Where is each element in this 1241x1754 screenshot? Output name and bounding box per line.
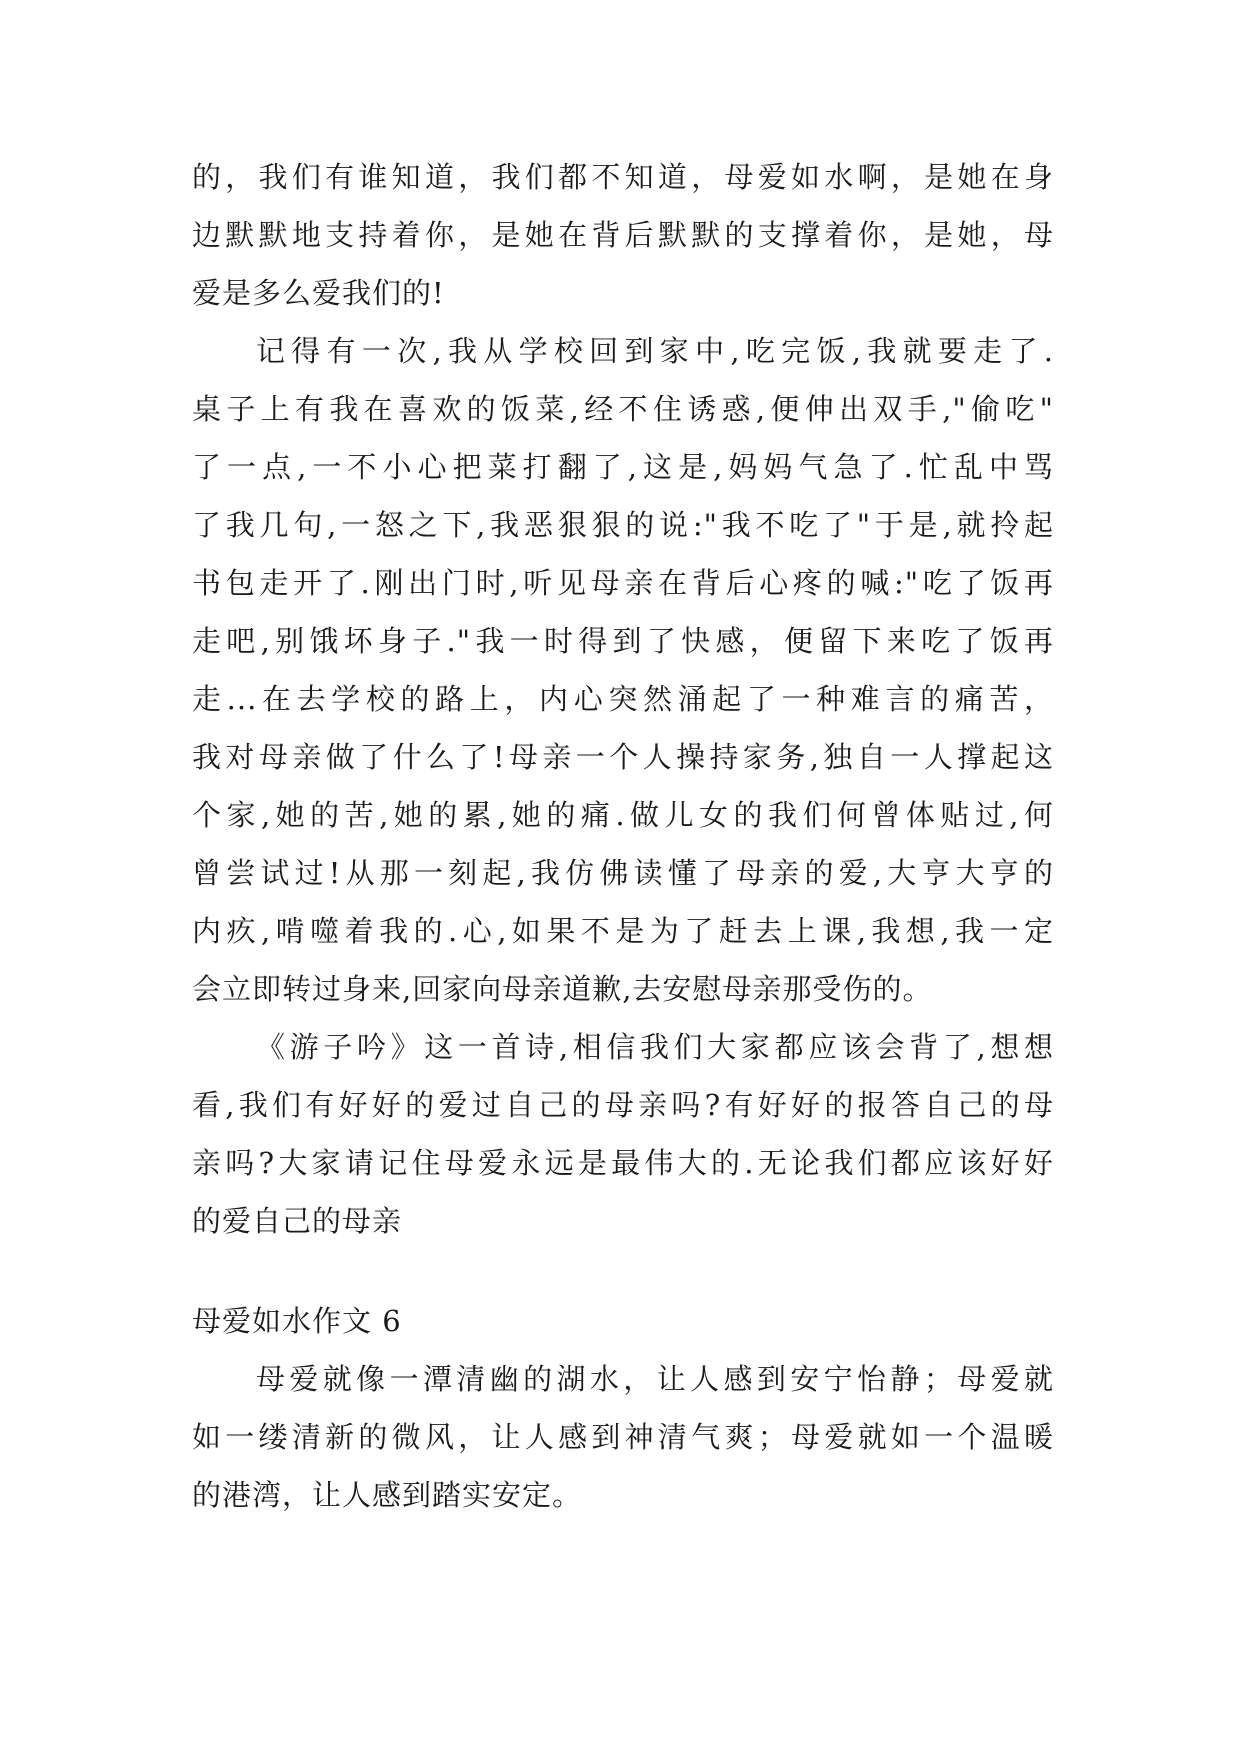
paragraph-1 <box>192 148 1054 322</box>
text-line: 走吧,别饿坏身子."我一时得到了快感，便留下来吃了饭再 <box>192 624 1054 658</box>
text-line: 的爱自己的母亲 <box>192 1204 403 1238</box>
text-line: 了一点,一不小心把菜打翻了,这是,妈妈气急了.忙乱中骂 <box>192 450 1054 484</box>
text-line: 桌子上有我在喜欢的饭菜,经不住诱惑,便伸出双手,"偷吃" <box>192 392 1054 426</box>
text-line: 会立即转过身来,回家向母亲道歉,去安慰母亲那受伤的。 <box>192 972 933 1006</box>
document-page <box>192 148 1054 1524</box>
text-line: 看,我们有好好的爱过自己的母亲吗?有好好的报答自己的母 <box>192 1088 1054 1122</box>
text-line: 书包走开了.刚出门时,听见母亲在背后心疼的喊:"吃了饭再 <box>192 566 1054 600</box>
text-line: 内疚,啃噬着我的.心,如果不是为了赶去上课,我想,我一定 <box>192 914 1054 948</box>
text-line: 的港湾，让人感到踏实安定。 <box>192 1478 583 1512</box>
text-line: 曾尝试过!从那一刻起,我仿佛读懂了母亲的爱,大亨大亨的 <box>192 856 1054 890</box>
text-line: 了我几句,一怒之下,我恶狠狠的说:"我不吃了"于是,就拎起 <box>192 508 1054 542</box>
text-line: 《游子吟》这一首诗,相信我们大家都应该会背了,想想 <box>256 1030 1054 1064</box>
text-line: 走...在去学校的路上，内心突然涌起了一种难言的痛苦， <box>192 682 1054 716</box>
paragraph-3 <box>192 1018 1054 1250</box>
section-title: 母爱如水作文 6 <box>192 1304 402 1338</box>
text-line: 个家,她的苦,她的累,她的痛.做儿女的我们何曾体贴过,何 <box>192 798 1054 832</box>
text-line: 亲吗?大家请记住母爱永远是最伟大的.无论我们都应该好好 <box>192 1146 1054 1180</box>
text-line: 我对母亲做了什么了!母亲一个人操持家务,独自一人撑起这 <box>192 740 1054 774</box>
text-line: 母爱就像一潭清幽的湖水，让人感到安宁怡静；母爱就 <box>256 1362 1054 1396</box>
text-line: 记得有一次,我从学校回到家中,吃完饭,我就要走了. <box>256 334 1054 368</box>
text-line: 边默默地支持着你，是她在背后默默的支撑着你，是她，母 <box>192 218 1054 252</box>
text-line: 的，我们有谁知道，我们都不知道，母爱如水啊，是她在身 <box>192 160 1054 194</box>
text-line: 爱是多么爱我们的! <box>192 276 445 310</box>
section-paragraph <box>192 1350 1054 1524</box>
paragraph-2 <box>192 322 1054 1018</box>
text-line: 如一缕清新的微风，让人感到神清气爽；母爱就如一个温暖 <box>192 1420 1054 1454</box>
